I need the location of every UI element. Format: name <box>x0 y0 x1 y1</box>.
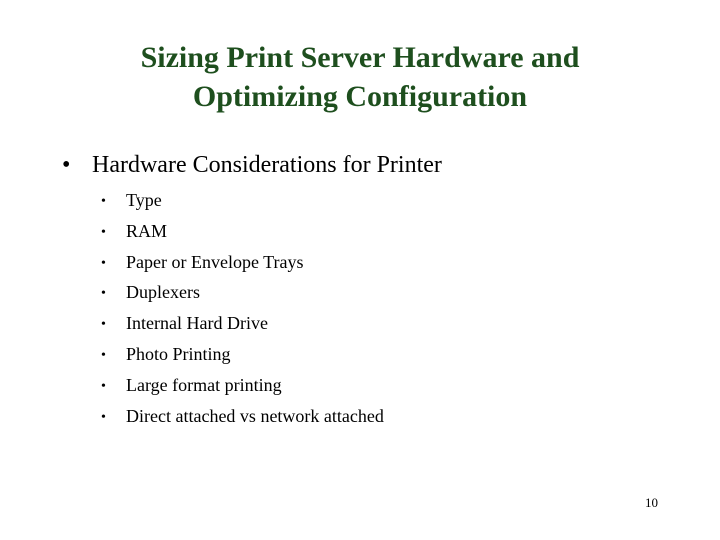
sub-bullet-text: RAM <box>126 220 168 241</box>
bullet-marker: • <box>101 194 106 209</box>
bullet-marker: • <box>101 347 106 363</box>
main-bullet-text: Hardware Considerations for Printer <box>92 152 442 178</box>
sub-bullet-text: Large format printing <box>126 374 282 395</box>
sub-bullet-item <box>101 371 384 402</box>
sub-bullet-text: Direct attached vs network attached <box>126 405 384 426</box>
bullet-marker: • <box>101 409 106 425</box>
sub-bullet-text: Paper or Envelope Trays <box>126 251 304 272</box>
sub-bullet-text: Duplexers <box>126 282 200 303</box>
sub-bullet-item <box>101 340 384 371</box>
sub-bullet-item <box>101 248 384 279</box>
sub-bullet-item <box>101 278 384 309</box>
sub-bullet-text: Internal Hard Drive <box>126 313 268 334</box>
sub-bullet-item <box>101 402 384 433</box>
slide-title <box>60 38 660 116</box>
main-bullet-item <box>62 150 442 180</box>
sub-bullet-text: Photo Printing <box>126 343 231 364</box>
sub-bullet-item <box>101 217 384 248</box>
sub-bullet-list <box>101 186 384 432</box>
slide-title-line-2: Optimizing Configuration <box>192 80 528 113</box>
slide-title-line-1: Sizing Print Server Hardware and <box>140 41 580 74</box>
bullet-marker: • <box>101 317 106 333</box>
bullet-marker: • <box>101 378 106 394</box>
bullet-marker: • <box>101 255 106 271</box>
bullet-marker: • <box>101 224 106 240</box>
sub-bullet-item <box>101 309 384 340</box>
sub-bullet-item <box>101 186 384 217</box>
bullet-marker: • <box>101 286 106 302</box>
sub-bullet-text: Type <box>126 190 162 210</box>
bullet-marker: • <box>62 152 71 178</box>
page-number: 10 <box>645 495 658 510</box>
